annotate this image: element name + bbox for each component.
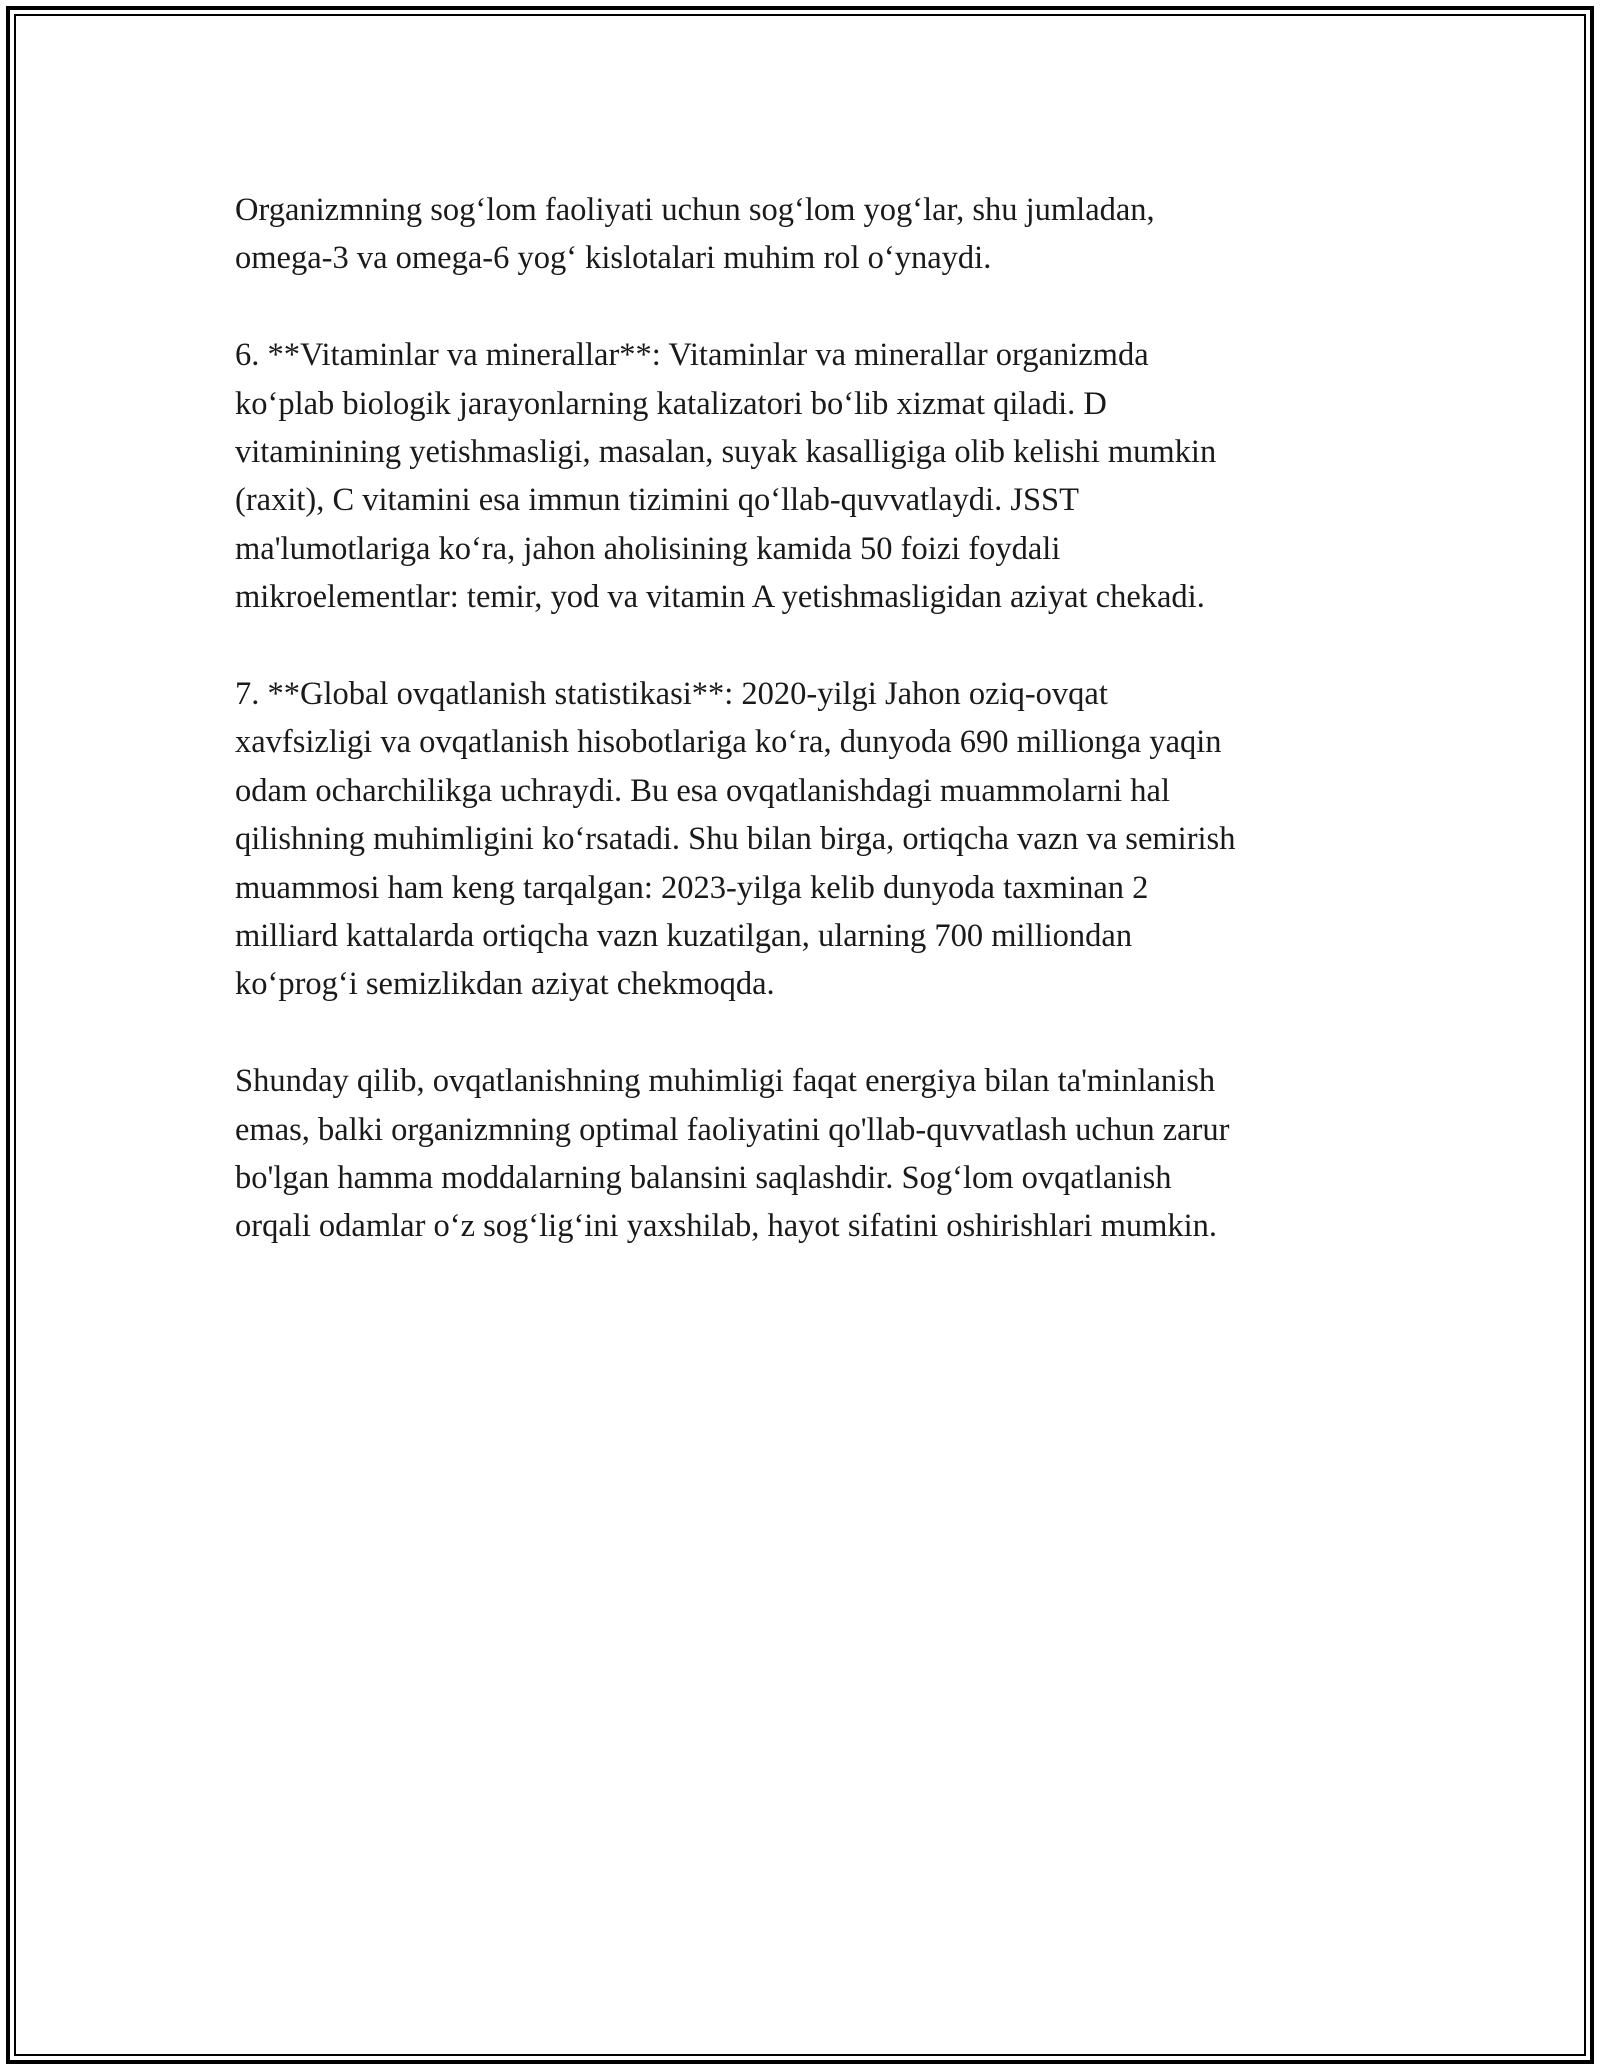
text-line: (raxit), C vitamini esa immun tizimini qo‘llab-quvvatlaydi. JSST bbox=[235, 482, 1079, 519]
paragraph-vitamins-minerals bbox=[235, 331, 1385, 621]
text-line: omega-3 va omega-6 yog‘ kislotalari muhim rol o‘ynaydi. bbox=[235, 240, 992, 277]
paragraph-global-statistics bbox=[235, 670, 1385, 1009]
text-line: mikroelementlar: temir, yod va vitamin A yetishmasligidan aziyat chekadi. bbox=[235, 579, 1205, 616]
text-line: Shunday qilib, ovqatlanishning muhimligi faqat energiya bilan ta'minlanish bbox=[235, 1063, 1216, 1100]
document-body bbox=[235, 186, 1385, 1299]
paragraph-healthy-fats bbox=[235, 186, 1385, 283]
text-line: emas, balki organizmning optimal faoliyatini qo'llab-quvvatlash uchun zarur bbox=[235, 1111, 1230, 1148]
text-line: qilishning muhimligini ko‘rsatadi. Shu bilan birga, ortiqcha vazn va semirish bbox=[235, 821, 1236, 858]
text-line: 6. **Vitaminlar va minerallar**: Vitaminlar va minerallar organizmda bbox=[235, 337, 1149, 374]
paragraph-conclusion bbox=[235, 1057, 1385, 1251]
text-line: milliard kattalarda ortiqcha vazn kuzatilgan, ularning 700 milliondan bbox=[235, 918, 1133, 955]
text-line: ko‘prog‘i semizlikdan aziyat chekmoqda. bbox=[235, 966, 775, 1003]
text-line: Organizmning sog‘lom faoliyati uchun sog‘lom yog‘lar, shu jumladan, bbox=[235, 192, 1155, 228]
text-line: xavfsizligi va ovqatlanish hisobotlariga ko‘ra, dunyoda 690 millionga yaqin bbox=[235, 724, 1222, 761]
text-line: bo'lgan hamma moddalarning balansini saqlashdir. Sog‘lom ovqatlanish bbox=[235, 1160, 1172, 1197]
text-line: ko‘plab biologik jarayonlarning katalizatori bo‘lib xizmat qiladi. D bbox=[235, 385, 1107, 422]
text-line: orqali odamlar o‘z sog‘lig‘ini yaxshilab, hayot sifatini oshirishlari mumkin. bbox=[235, 1208, 1218, 1245]
text-line: 7. **Global ovqatlanish statistikasi**: 2020-yilgi Jahon oziq-ovqat bbox=[235, 676, 1108, 713]
text-line: muammosi ham keng tarqalgan: 2023-yilga kelib dunyoda taxminan 2 bbox=[235, 869, 1149, 906]
text-line: ma'lumotlariga ko‘ra, jahon aholisining kamida 50 foizi foydali bbox=[235, 530, 1061, 567]
text-line: vitaminining yetishmasligi, masalan, suyak kasalligiga olib kelishi mumkin bbox=[235, 434, 1217, 471]
text-line: odam ocharchilikga uchraydi. Bu esa ovqatlanishdagi muammolarni hal bbox=[235, 772, 1171, 809]
